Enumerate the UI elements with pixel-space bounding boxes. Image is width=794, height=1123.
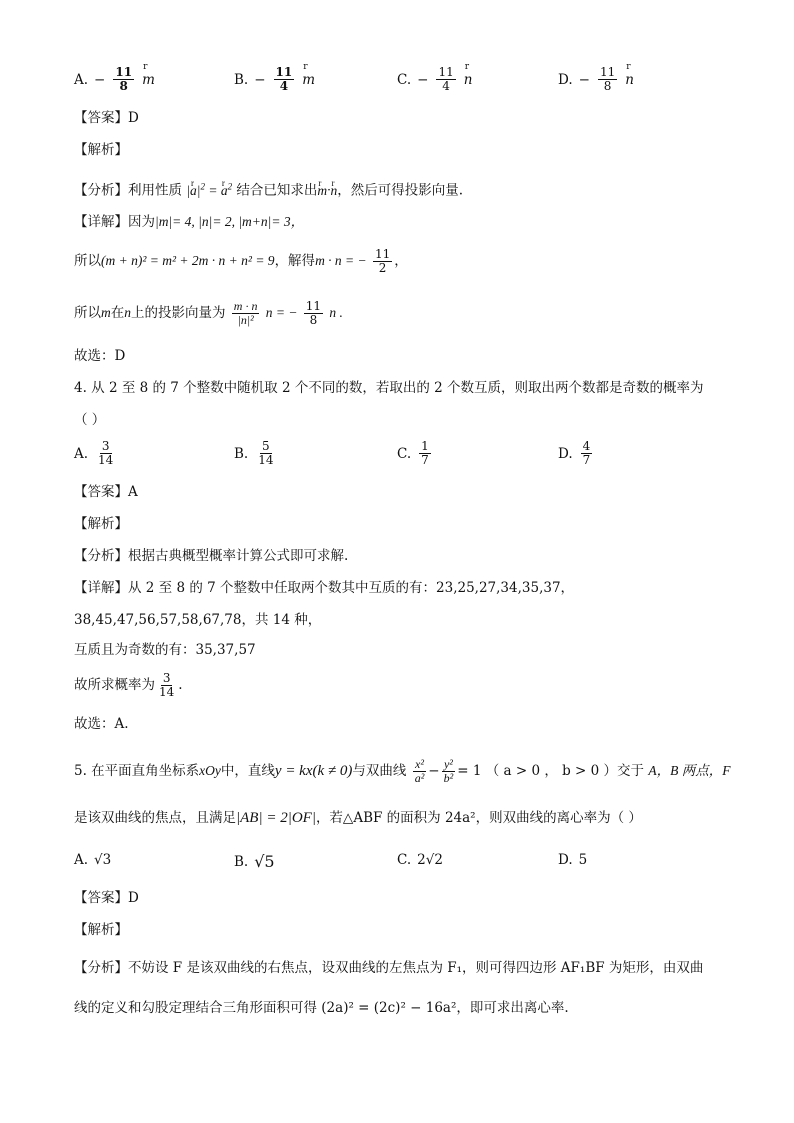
text: （ a > 0 ， b > 0 ）交于: [485, 763, 645, 779]
fraction: [113, 66, 134, 93]
text: ，解得: [274, 253, 316, 269]
equation: n = −: [265, 305, 298, 320]
q3-choose: 故选：D: [74, 348, 126, 364]
text: 故所求概率为: [74, 677, 155, 693]
detail-tag: 【详解】: [74, 214, 128, 230]
q5-fenxi: [74, 958, 703, 978]
numerator: 11: [115, 65, 133, 79]
numerator: 3: [162, 671, 171, 685]
q3-option-b: [234, 66, 315, 93]
q3-option-d: [558, 66, 634, 93]
detail-text: 因为: [128, 214, 155, 230]
option-label: B.: [234, 853, 249, 870]
option-label: C.: [397, 852, 412, 868]
option-label: C.: [397, 445, 412, 462]
numerator: 11: [438, 65, 454, 79]
q3-option-c: [397, 66, 472, 93]
option-label: A.: [74, 71, 89, 88]
fraction: [274, 66, 295, 93]
vector-var: r m: [302, 72, 315, 88]
option-label: D.: [558, 852, 573, 868]
q3-detail-line3: [74, 300, 343, 327]
text: 在: [110, 305, 125, 321]
option-label: B.: [234, 71, 249, 88]
denominator: |n|²: [237, 313, 254, 327]
given-conditions: |m|= 4, |n|= 2, |m+n|= 3，: [155, 214, 305, 229]
q4-stem: 4. 从 2 至 8 的 7 个整数中随机取 2 个不同的数，若取出的 2 个数互质，则取出两个数都是奇数的概率为: [74, 380, 704, 396]
q4-stem-paren: （ ）: [74, 412, 106, 428]
numerator: 11: [305, 299, 322, 313]
q4-option-c: [397, 440, 433, 467]
text: 上的投影向量为: [131, 305, 226, 321]
denominator: 14: [258, 453, 274, 467]
option-label: A.: [74, 445, 89, 462]
line-equation: y = kx(k ≠ 0): [274, 763, 353, 779]
numerator: 4: [582, 439, 591, 453]
answer-value: D: [128, 110, 139, 126]
text: 所以: [74, 253, 101, 269]
q4-analysis-tag: 【解析】: [74, 516, 128, 532]
text: A，B 两点，F: [648, 763, 731, 778]
detail-tag: 【详解】: [74, 580, 128, 596]
denominator: a²: [414, 771, 425, 785]
fraction: [373, 248, 392, 275]
fraction: [436, 66, 455, 93]
option-label: B.: [234, 445, 249, 462]
q3-fenxi: [74, 176, 463, 201]
denominator: 8: [309, 313, 318, 327]
equation: = 1: [457, 763, 482, 779]
q4-detail-line4: 故所求概率为 $\frac{3}{14}$ .: [74, 671, 183, 699]
fenxi-text: 根据古典概型概率计算公式即可求解.: [128, 548, 349, 564]
q5-stem: 5. 在平面直角坐标系xOy中，直线y = kx(k ≠ 0)与双曲线 $\frac{\text{x²}}{\text{a²}}$ − $\frac{\text{y²}}{\text{b²}}$ = 1 （ a > 0 ， b > 0 ）交于 A，B 两点，F: [74, 757, 731, 785]
denominator: 14: [98, 453, 114, 467]
option-text: 2√2: [417, 852, 443, 868]
equation: |AB| = 2|OF|: [236, 810, 316, 826]
fenxi-tag: 【分析】: [74, 548, 128, 564]
q3-detail-line2: 所以(m + n)² = m² + 2m · n + n² = 9，解得m · n = − $\frac{11}{2}$ ，: [74, 247, 408, 275]
numerator: 3: [101, 439, 110, 453]
fraction: [256, 440, 275, 467]
numerator: m · n: [233, 299, 258, 313]
numerator: 11: [374, 247, 391, 261]
q3-answer: [74, 108, 139, 128]
equation: (m + n)² = m² + 2m · n + n² = 9: [101, 253, 275, 268]
q5-analysis-tag: 【解析】: [74, 922, 128, 938]
numerator: 1: [421, 439, 429, 453]
text: 与双曲线: [352, 763, 407, 779]
answer-tag: 【答案】: [74, 484, 128, 500]
q4-option-d: [558, 440, 594, 467]
text: ，若△ABF 的面积为 24a²，则双曲线的离心率为（ ）: [315, 810, 642, 826]
fraction: [581, 440, 593, 467]
minus-sign: −: [254, 71, 266, 88]
denominator: 4: [442, 79, 450, 93]
q5-stem-line2: [74, 808, 642, 828]
denominator: 4: [279, 79, 289, 93]
numerator: y²: [443, 757, 453, 771]
vector-var: n: [124, 305, 131, 320]
q5-option-d: [558, 852, 587, 868]
q5-option-a: [74, 852, 111, 868]
vector-var: r m: [142, 72, 155, 88]
answer-value: D: [128, 890, 139, 906]
equation-end: n .: [329, 305, 343, 320]
denominator: 14: [159, 685, 175, 699]
fraction: [157, 672, 176, 699]
option-text: √5: [254, 852, 275, 871]
fraction: [442, 758, 456, 785]
answer-tag: 【答案】: [74, 890, 128, 906]
answer-tag: 【答案】: [74, 110, 128, 126]
option-label: D.: [558, 71, 573, 88]
denominator: 8: [603, 79, 612, 93]
numerator: 11: [275, 65, 293, 79]
denominator: b²: [443, 771, 454, 785]
vector-var: r n: [464, 72, 473, 88]
norm-squared-formula: |r $a|^2 = r$ $a^2$: [186, 183, 232, 198]
detail-text: 从 2 至 8 的 7 个整数中任取两个数其中互质的有：23,25,27,34,35,37，: [128, 580, 575, 596]
numerator: 5: [262, 439, 270, 453]
fraction: [232, 300, 260, 327]
fraction: [598, 66, 617, 93]
minus-sign: −: [578, 71, 590, 88]
denominator: 7: [582, 453, 591, 467]
denominator: 7: [421, 453, 429, 467]
option-text: √3: [94, 852, 112, 868]
minus-sign: −: [94, 71, 106, 88]
numerator: x²: [415, 757, 424, 771]
fenxi-text: ，然后可得投影向量.: [337, 182, 464, 199]
result: m · n = −: [315, 253, 367, 268]
option-label: A.: [74, 852, 89, 868]
q3-analysis-tag: 【解析】: [74, 142, 128, 158]
option-text: 5: [578, 852, 588, 868]
numerator: 11: [599, 65, 616, 79]
fenxi-tag: 【分析】: [74, 182, 128, 199]
q4-option-a: [74, 440, 117, 467]
fraction: [96, 440, 115, 467]
q5-option-b: [234, 852, 275, 871]
text: 中，直线: [220, 763, 275, 779]
q4-detail-line2: 38,45,47,56,57,58,67,78，共 14 种，: [74, 612, 322, 628]
fenxi-tag: 【分析】: [74, 960, 128, 976]
answer-value: A: [128, 484, 138, 500]
q4-answer: [74, 482, 138, 502]
fraction: [413, 758, 427, 785]
q4-detail: [74, 578, 574, 598]
q5-answer: [74, 888, 139, 908]
q5-fenxi-line2: 线的定义和勾股定理结合三角形面积可得 (2a)² = (2c)² − 16a²，即可求出离心率.: [74, 1000, 569, 1016]
text: 5. 在平面直角坐标系: [74, 763, 200, 779]
q4-fenxi: [74, 546, 348, 566]
q4-choose: 故选：A.: [74, 716, 129, 732]
vector-var: m: [101, 305, 111, 320]
q5-option-c: [397, 852, 443, 868]
option-label: D.: [558, 445, 573, 462]
denominator: 2: [378, 261, 387, 275]
option-label: C.: [397, 71, 412, 88]
text: 是该双曲线的焦点，且满足: [74, 810, 236, 826]
q3-option-a: [74, 66, 155, 93]
minus-sign: −: [417, 71, 429, 88]
q4-detail-line3: 互质且为奇数的有：35,37,57: [74, 642, 256, 658]
dot-product: r m·r n: [317, 183, 337, 198]
fraction: [304, 300, 323, 327]
fenxi-text: 结合已知求出: [236, 182, 318, 199]
denominator: 8: [119, 79, 128, 93]
q4-option-b: [234, 440, 278, 467]
q3-detail: [74, 212, 304, 232]
fenxi-text: 不妨设 F 是该双曲线的右焦点，设双曲线的左焦点为 F₁，则可得四边形 AF₁BF 为矩形，由双曲: [128, 960, 704, 976]
vector-var: r n: [625, 72, 634, 88]
fraction: [419, 440, 431, 467]
text: 所以: [74, 305, 101, 321]
fenxi-text: 利用性质: [128, 182, 182, 199]
coord-system: xOy: [199, 763, 221, 778]
